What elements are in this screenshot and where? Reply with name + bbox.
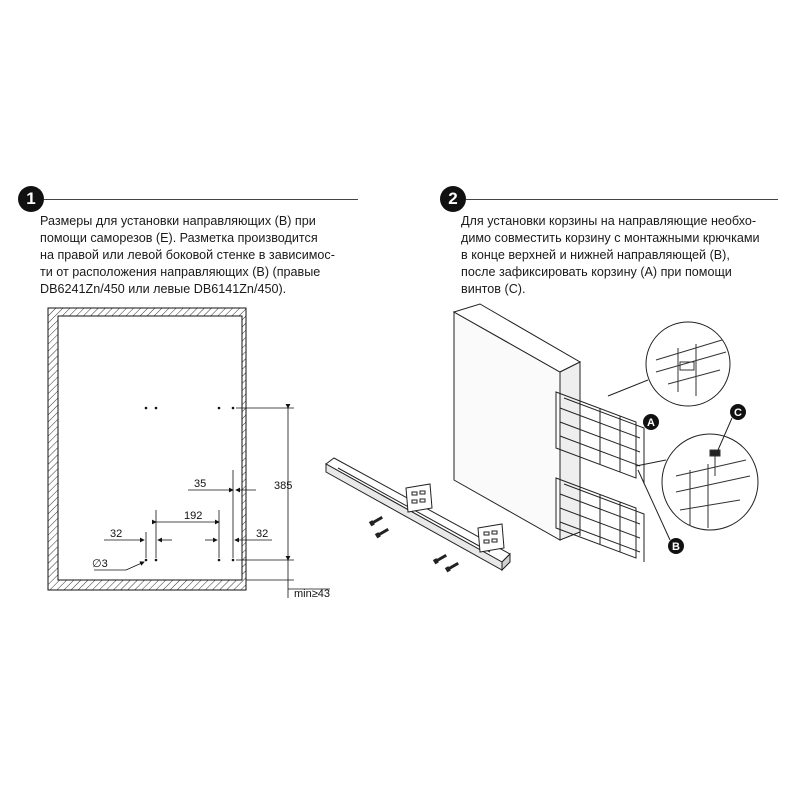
dim-32-left: 32 xyxy=(110,528,123,540)
step-1-instructions xyxy=(40,213,358,298)
cabinet-frame xyxy=(48,308,246,590)
callout-c-label: C xyxy=(734,407,742,419)
basket-install-drawing xyxy=(440,300,780,570)
dim-385: 385 xyxy=(274,480,293,492)
dim-192: 192 xyxy=(184,510,203,522)
cabinet-dimension-drawing xyxy=(0,300,360,600)
step-1-line: помощи саморезов (E). Разметка производится xyxy=(40,231,318,245)
step-2-line: димо совместить корзину с монтажными крючками xyxy=(461,231,760,245)
step-2-line: после зафиксировать корзину (A) при помощи xyxy=(461,265,732,279)
dim-min-gap: min≥43 xyxy=(294,588,330,600)
dim-32-right: 32 xyxy=(256,528,269,540)
step-2-badge: 2 xyxy=(440,186,466,212)
detail-screw xyxy=(662,434,758,530)
dim-35: 35 xyxy=(194,478,207,490)
step-1-line: Размеры для установки направляющих (B) при xyxy=(40,214,316,228)
callout-b-label: B xyxy=(672,541,680,553)
callout-a-label: A xyxy=(647,417,655,429)
step-1-line: DB6241Zn/450 или левые DB6141Zn/450). xyxy=(40,282,287,296)
dim-hole-diameter: ∅3 xyxy=(92,558,108,570)
detail-top-hook xyxy=(646,322,730,406)
step-1-badge: 1 xyxy=(18,186,44,212)
step-2-line: Для установки корзины на направляющие необхо- xyxy=(461,214,757,228)
step-1-rule xyxy=(44,199,358,200)
step-2-instructions xyxy=(461,213,777,298)
step-2-rule xyxy=(466,199,778,200)
step-1-line: ти от расположения направляющих (B) (правые xyxy=(40,265,321,279)
callout-a xyxy=(643,414,659,430)
step-2-line: в конце верхней и нижней направляющей (B), xyxy=(461,248,730,262)
step-1-line: на правой или левой боковой стенке в зависимос- xyxy=(40,248,335,262)
step-2-line: винтов (C). xyxy=(461,282,526,296)
